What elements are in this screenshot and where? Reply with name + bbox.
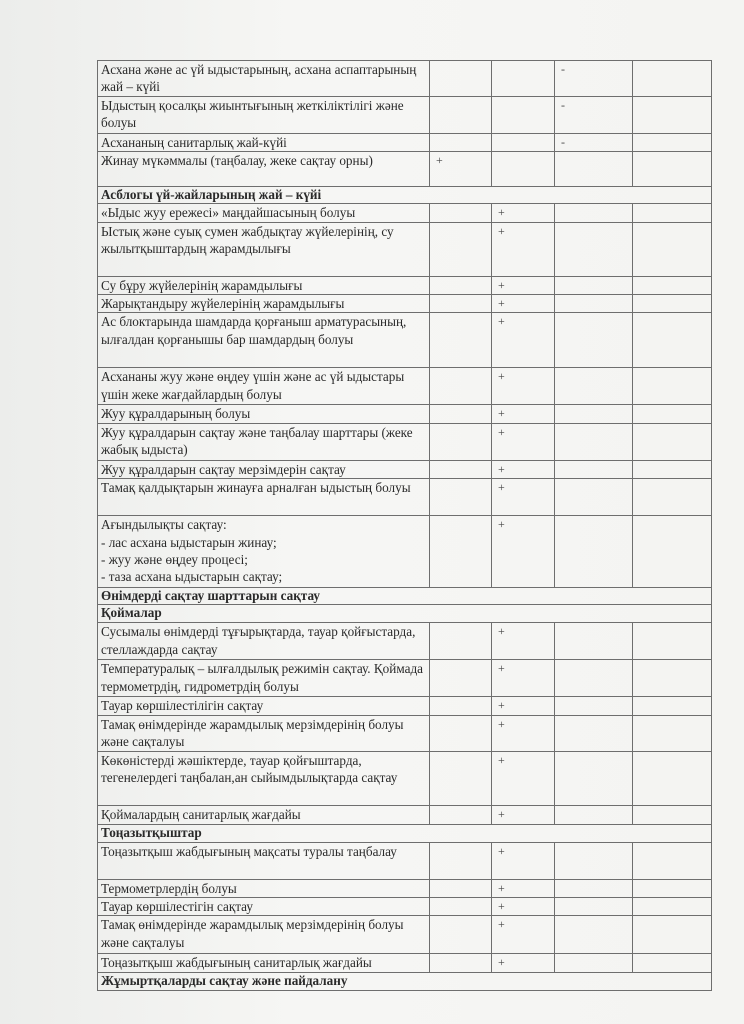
mark-cell-col-1 (430, 61, 492, 97)
mark-cell-col-2: + (492, 460, 555, 478)
mark-cell-col-4 (633, 313, 712, 368)
section-header-row (98, 972, 712, 990)
mark-cell-col-1 (430, 405, 492, 423)
mark-cell-col-1 (430, 423, 492, 460)
criterion-text: Жуу құралдарын сақтау мерзімдерін сақтау (98, 460, 430, 478)
mark-cell-col-2: + (492, 879, 555, 897)
mark-cell-col-2 (492, 133, 555, 151)
mark-cell-col-4 (633, 879, 712, 897)
criterion-text: Тамақ өнімдерінде жарамдылық мерзімдерінің болуы және сақталуы (98, 916, 430, 954)
criterion-text: Асхана және ас үй ыдыстарының, асхана аспаптарының жай – күйі (98, 61, 430, 97)
mark-cell-col-3 (555, 152, 633, 187)
mark-cell-col-2: + (492, 916, 555, 954)
criterion-text: Қоймалардың санитарлық жағдайы (98, 805, 430, 824)
mark-cell-col-4 (633, 368, 712, 405)
mark-cell-col-4 (633, 295, 712, 313)
mark-cell-col-3 (555, 368, 633, 405)
criterion-text: Тауар көршілестілігін сақтау (98, 697, 430, 715)
mark-cell-col-1 (430, 295, 492, 313)
criterion-text: Тамақ өнімдерінде жарамдылық мерзімдерінің болуы және сақталуы (98, 715, 430, 751)
mark-cell-col-3 (555, 313, 633, 368)
criterion-text: «Ыдыс жуу ережесі» маңдайшасының болуы (98, 204, 430, 222)
mark-cell-col-1 (430, 715, 492, 751)
checklist-row (98, 715, 712, 751)
checklist-row (98, 842, 712, 879)
mark-cell-col-4 (633, 516, 712, 588)
checklist-row (98, 697, 712, 715)
mark-cell-col-4 (633, 954, 712, 972)
mark-cell-col-3 (555, 805, 633, 824)
checklist-row (98, 133, 712, 151)
mark-cell-col-2: + (492, 204, 555, 222)
criterion-text: Көкөністерді жәшіктерде, тауар қойғыштарда, тегенелердегі таңбалан,ан сыйымдылықтарда сақтау (98, 751, 430, 805)
mark-cell-col-1 (430, 96, 492, 133)
criterion-text: Температуралық – ылғалдылық режимін сақтау. Қоймада термометрдің, гидрометрдің болуы (98, 660, 430, 697)
checklist-row (98, 879, 712, 897)
checklist-row (98, 898, 712, 916)
mark-cell-col-3 (555, 460, 633, 478)
checklist-row (98, 751, 712, 805)
mark-cell-col-3 (555, 842, 633, 879)
mark-cell-col-4 (633, 751, 712, 805)
section-header-row (98, 588, 712, 605)
section-header-row (98, 824, 712, 842)
mark-cell-col-3 (555, 405, 633, 423)
criterion-text: Тоңазытқыш жабдығының мақсаты туралы таңбалау (98, 842, 430, 879)
checklist-row (98, 405, 712, 423)
mark-cell-col-1 (430, 623, 492, 660)
mark-cell-col-3 (555, 715, 633, 751)
mark-cell-col-2: + (492, 954, 555, 972)
mark-cell-col-2: + (492, 805, 555, 824)
criterion-text: Сусымалы өнімдерді тұғырықтарда, тауар қойғыстарда, стеллаждарда сақтау (98, 623, 430, 660)
checklist-row (98, 276, 712, 294)
mark-cell-col-1 (430, 916, 492, 954)
mark-cell-col-4 (633, 715, 712, 751)
criterion-text: Ыдыстың қосалқы жиынтығының жеткіліктілігі және болуы (98, 96, 430, 133)
criterion-text: Тауар көршілестігін сақтау (98, 898, 430, 916)
mark-cell-col-1 (430, 313, 492, 368)
mark-cell-col-1 (430, 133, 492, 151)
checklist-row (98, 916, 712, 954)
criterion-text: Ағындылықты сақтау: - лас асхана ыдыстарын жинау; - жуу және өңдеу процесі; - таза асхана ыдыстарын сақтау; (98, 516, 430, 588)
mark-cell-col-2 (492, 61, 555, 97)
mark-cell-col-1 (430, 460, 492, 478)
checklist-row (98, 295, 712, 313)
mark-cell-col-1 (430, 805, 492, 824)
criterion-text: Асхананы жуу және өңдеу үшін және ас үй ыдыстары үшін жеке жағдайлардың болуы (98, 368, 430, 405)
checklist-row (98, 954, 712, 972)
mark-cell-col-2: + (492, 276, 555, 294)
mark-cell-col-2 (492, 96, 555, 133)
criterion-text: Жинау мүкәммалы (таңбалау, жеке сақтау орны) (98, 152, 430, 187)
mark-cell-col-1 (430, 479, 492, 516)
mark-cell-col-2: + (492, 295, 555, 313)
criterion-text: Ыстық және суық сумен жабдықтау жүйелерінің, су жылытқыштардың жарамдылығы (98, 222, 430, 276)
mark-cell-col-1 (430, 660, 492, 697)
mark-cell-col-3 (555, 623, 633, 660)
checklist-row (98, 805, 712, 824)
mark-cell-col-4 (633, 61, 712, 97)
mark-cell-col-3 (555, 295, 633, 313)
mark-cell-col-2: + (492, 405, 555, 423)
mark-cell-col-3 (555, 222, 633, 276)
mark-cell-col-3 (555, 423, 633, 460)
mark-cell-col-3 (555, 660, 633, 697)
section-header-row (98, 187, 712, 204)
mark-cell-col-1 (430, 954, 492, 972)
criterion-text: Асхананың санитарлық жай-күйі (98, 133, 430, 151)
mark-cell-col-4 (633, 152, 712, 187)
criterion-text: Жуу құралдарын сақтау және таңбалау шарттары (жеке жабық ыдыста) (98, 423, 430, 460)
checklist-row (98, 479, 712, 516)
mark-cell-col-1 (430, 222, 492, 276)
mark-cell-col-4 (633, 204, 712, 222)
mark-cell-col-1 (430, 697, 492, 715)
checklist-row (98, 423, 712, 460)
mark-cell-col-4 (633, 133, 712, 151)
checklist-row (98, 61, 712, 97)
checklist-row (98, 152, 712, 187)
mark-cell-col-2: + (492, 751, 555, 805)
mark-cell-col-2: + (492, 898, 555, 916)
mark-cell-col-2 (492, 152, 555, 187)
mark-cell-col-4 (633, 660, 712, 697)
checklist-row (98, 623, 712, 660)
mark-cell-col-2: + (492, 842, 555, 879)
mark-cell-col-4 (633, 623, 712, 660)
criterion-text: Тамақ қалдықтарын жинауға арналған ыдыстың болуы (98, 479, 430, 516)
mark-cell-col-2: + (492, 715, 555, 751)
checklist-row (98, 204, 712, 222)
checklist-row (98, 96, 712, 133)
section-title: Қоймалар (98, 605, 712, 623)
checklist-row (98, 516, 712, 588)
mark-cell-col-3 (555, 898, 633, 916)
mark-cell-col-3 (555, 916, 633, 954)
criterion-text: Жарықтандыру жүйелерінің жарамдылығы (98, 295, 430, 313)
checklist-row (98, 313, 712, 368)
mark-cell-col-4 (633, 276, 712, 294)
checklist-row (98, 660, 712, 697)
mark-cell-col-2: + (492, 313, 555, 368)
mark-cell-col-3 (555, 479, 633, 516)
mark-cell-col-3: - (555, 96, 633, 133)
checklist-row (98, 460, 712, 478)
criterion-text: Ас блоктарында шамдарда қорғаныш арматурасының, ылғалдан қорғанышы бар шамдардың болуы (98, 313, 430, 368)
mark-cell-col-3 (555, 516, 633, 588)
mark-cell-col-1 (430, 751, 492, 805)
section-title: Өнімдерді сақтау шарттарын сақтау (98, 588, 712, 605)
mark-cell-col-3 (555, 204, 633, 222)
section-header-row (98, 605, 712, 623)
mark-cell-col-2: + (492, 697, 555, 715)
inspection-checklist-table (97, 60, 712, 991)
mark-cell-col-1 (430, 842, 492, 879)
mark-cell-col-4 (633, 916, 712, 954)
mark-cell-col-4 (633, 479, 712, 516)
mark-cell-col-4 (633, 842, 712, 879)
mark-cell-col-1 (430, 276, 492, 294)
section-title: Асблогы үй-жайларының жай – күйі (98, 187, 712, 204)
mark-cell-col-1 (430, 368, 492, 405)
mark-cell-col-2: + (492, 660, 555, 697)
criterion-text: Тоңазытқыш жабдығының санитарлық жағдайы (98, 954, 430, 972)
mark-cell-col-4 (633, 460, 712, 478)
mark-cell-col-3 (555, 276, 633, 294)
mark-cell-col-4 (633, 697, 712, 715)
mark-cell-col-4 (633, 222, 712, 276)
mark-cell-col-4 (633, 423, 712, 460)
mark-cell-col-4 (633, 898, 712, 916)
checklist-row (98, 222, 712, 276)
criterion-text: Жуу құралдарының болуы (98, 405, 430, 423)
mark-cell-col-1 (430, 879, 492, 897)
mark-cell-col-1 (430, 516, 492, 588)
section-title: Тоңазытқыштар (98, 824, 712, 842)
mark-cell-col-2: + (492, 423, 555, 460)
mark-cell-col-2: + (492, 222, 555, 276)
checklist-body (98, 61, 712, 991)
mark-cell-col-4 (633, 405, 712, 423)
mark-cell-col-1 (430, 898, 492, 916)
mark-cell-col-3 (555, 751, 633, 805)
mark-cell-col-3 (555, 697, 633, 715)
mark-cell-col-3: - (555, 61, 633, 97)
mark-cell-col-3 (555, 879, 633, 897)
mark-cell-col-1 (430, 204, 492, 222)
mark-cell-col-3: - (555, 133, 633, 151)
mark-cell-col-1: + (430, 152, 492, 187)
section-title: Жұмыртқаларды сақтау және пайдалану (98, 972, 712, 990)
mark-cell-col-2: + (492, 623, 555, 660)
criterion-text: Термометрлердің болуы (98, 879, 430, 897)
mark-cell-col-2: + (492, 516, 555, 588)
checklist-row (98, 368, 712, 405)
mark-cell-col-4 (633, 805, 712, 824)
mark-cell-col-2: + (492, 368, 555, 405)
mark-cell-col-4 (633, 96, 712, 133)
mark-cell-col-3 (555, 954, 633, 972)
criterion-text: Су бұру жүйелерінің жарамдылығы (98, 276, 430, 294)
mark-cell-col-2: + (492, 479, 555, 516)
